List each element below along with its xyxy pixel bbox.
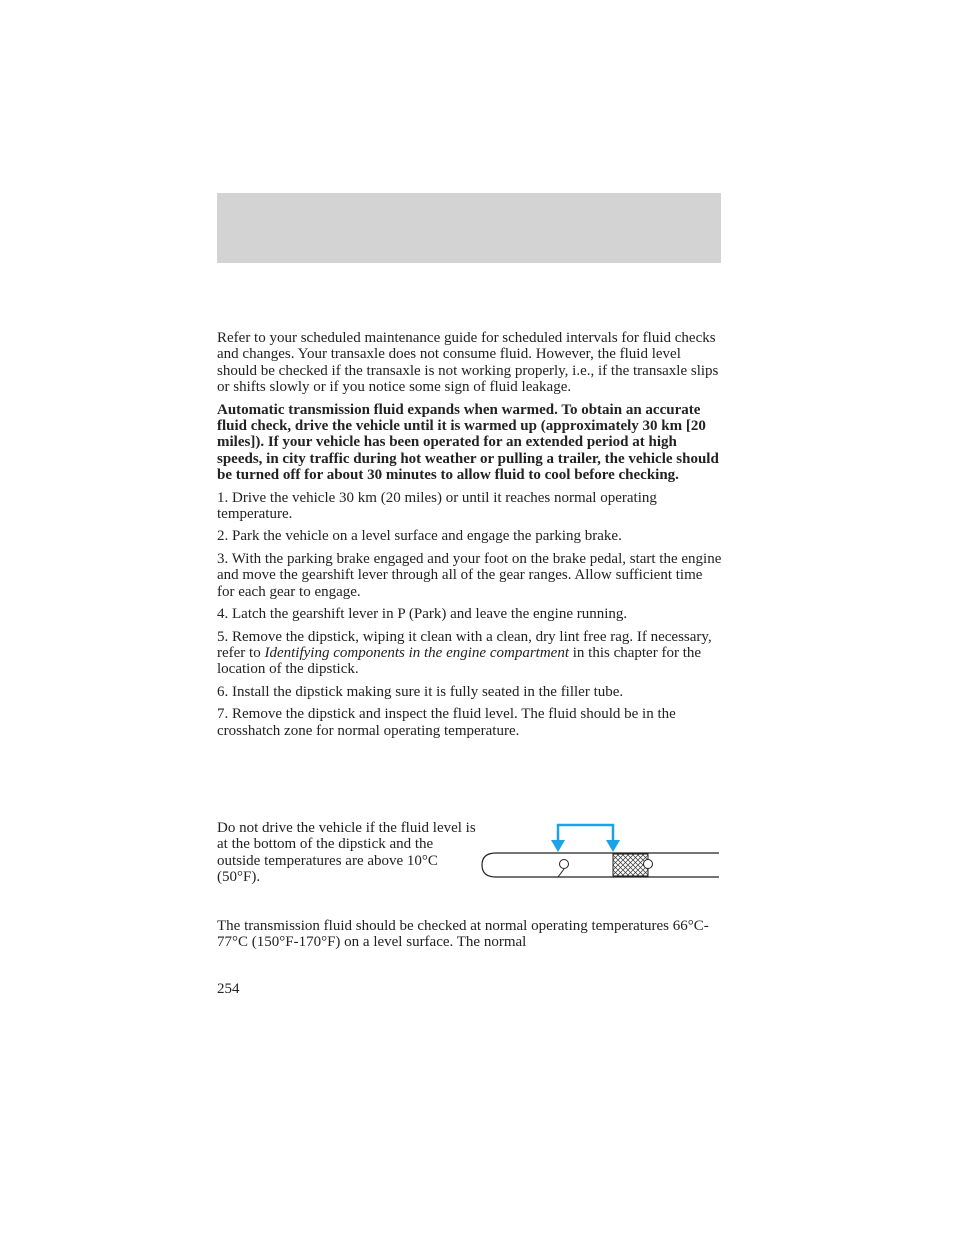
step-5	[217, 629, 723, 678]
main-content	[217, 330, 723, 745]
low-level-hole	[560, 860, 569, 869]
crosshatch-zone	[613, 854, 648, 876]
header-bar	[217, 193, 721, 263]
step-7: 7. Remove the dipstick and inspect the fluid level. The fluid should be in the crosshatch zone for normal operating temperature.	[217, 706, 676, 739]
warm-fluid-note: Automatic transmission fluid expands when warmed. To obtain an accurate fluid check, drive the vehicle until it is warmed up (approximately 30 km [20 miles]). If your vehicle has been operated for an extended period at high speeds, in city traffic during hot weather or pulling a trailer, the vehicle should be turned off for about 30 minutes to allow fluid to cool before checking.	[217, 401, 719, 484]
arrow-bracket	[558, 825, 613, 842]
step-5-text: 5. Remove the dipstick, wiping it clean with a clean, dry lint free rag. If necessary, refer to	[217, 628, 712, 661]
step-2: 2. Park the vehicle on a level surface and engage the parking brake.	[217, 528, 622, 545]
step-1: 1. Drive the vehicle 30 km (20 miles) or until it reaches normal operating temperature.	[217, 489, 657, 523]
arrow-head-low	[551, 840, 565, 852]
full-level-hole	[644, 860, 653, 869]
step-5-reference: Identifying components in the engine compartment	[264, 644, 569, 661]
step-3: 3. With the parking brake engaged and your foot on the brake pedal, start the engine and move the gearshift lever through all of the gear ranges. Allow sufficient time for each gear to engage.	[217, 550, 722, 600]
step-5-text-end: in this chapter for the location of the dipstick.	[217, 644, 702, 678]
bottom-paragraph: The transmission fluid should be checked at normal operating temperatures 66°C-77°C (150°F-170°F) on a level surface. The normal	[217, 918, 709, 951]
page-number: 254	[217, 981, 240, 997]
intro-paragraph: Refer to your scheduled maintenance guide for scheduled intervals for fluid checks and changes. Your transaxle does not consume fluid. However, the fluid level should be checked if the transaxle is not working properly, i.e., if the transaxle slips or shifts slowly or if you notice some sign of fluid leakage.	[217, 330, 719, 396]
low-level-mark	[558, 869, 564, 877]
step-4: 4. Latch the gearshift lever in P (Park) and leave the engine running.	[217, 606, 628, 623]
dipstick-outline	[482, 853, 719, 877]
dipstick-diagram	[478, 820, 723, 885]
arrow-head-high	[606, 840, 620, 852]
dipstick-warning: Do not drive the vehicle if the fluid level is at the bottom of the dipstick and the outside temperatures are above 10°C (50°F).	[217, 820, 476, 886]
step-6: 6. Install the dipstick making sure it is fully seated in the filler tube.	[217, 683, 624, 700]
